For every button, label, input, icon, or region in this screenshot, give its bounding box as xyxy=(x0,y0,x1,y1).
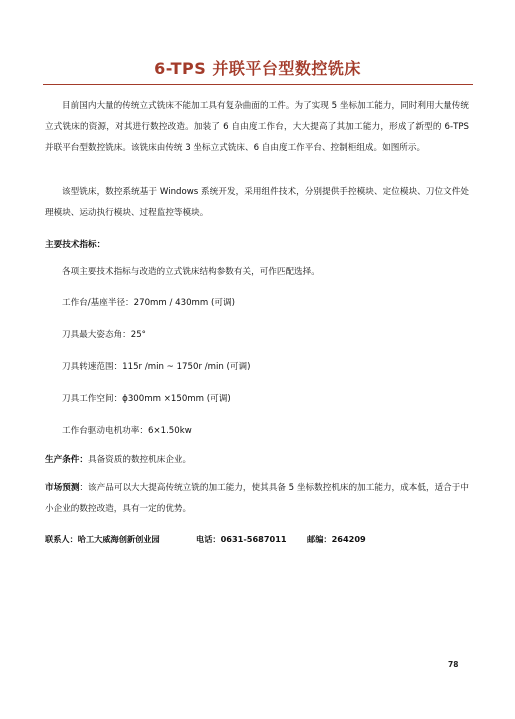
market-text: ：该产品可以大大提高传统立铣的加工能力，使其具备 5 坐标数控机床的加工能力，成本低，适合于中小企业的数控改造，具有一定的优势。 xyxy=(45,483,469,514)
spec-item: 工作台驱动电机功率：6×1.50kw xyxy=(62,426,192,436)
contact-phone: 电话：0631-5687011 xyxy=(196,534,287,544)
contact-postcode: 邮编：264209 xyxy=(307,534,366,544)
market-label: 市场预测 xyxy=(45,483,80,493)
production-condition xyxy=(45,454,191,466)
spec-item: 刀具工作空间：ϕ300mm ×150mm (可调) xyxy=(62,394,231,404)
spec-item: 刀具转速范围：115r /min ~ 1750r /min (可调) xyxy=(62,362,251,372)
market-forecast xyxy=(45,478,469,520)
contact-person: 联系人：哈工大威海创新创业园 xyxy=(45,534,160,544)
page-title: 6-TPS 并联平台型数控铣床 xyxy=(154,59,361,78)
intro-paragraph: 目前国内大量的传统立式铣床不能加工具有复杂曲面的工件。为了实现 5 坐标加工能力，同时利用大量传统立式铣床的资源，对其进行数控改造。加装了 6 自由度工作台，大大提高了其加工能力，形成了新型的 6-TPS 并联平台型数控铣床。该铣床由传统 3 坐标立式铣床、6 自由度工作平台、控制柜组成。如图所示。 xyxy=(45,101,469,153)
page-number: 78 xyxy=(448,660,459,669)
spec-item: 刀具最大姿态角：25° xyxy=(62,330,146,340)
production-text: 具备资质的数控机床企业。 xyxy=(87,455,192,465)
specs-note: 各项主要技术指标与改造的立式铣床结构参数有关，可作匹配选择。 xyxy=(62,267,320,277)
system-paragraph: 该型铣床，数控系统基于 Windows 系统开发，采用组件技术，分别提供手控模块、定位模块、刀位文件处理模块、运动执行模块、过程监控等模块。 xyxy=(45,187,469,218)
title-underline xyxy=(43,84,473,85)
production-label: 生产条件： xyxy=(45,455,88,465)
spec-item: 工作台/基座半径：270mm / 430mm (可调) xyxy=(62,298,235,308)
specs-heading: 主要技术指标： xyxy=(45,240,106,250)
